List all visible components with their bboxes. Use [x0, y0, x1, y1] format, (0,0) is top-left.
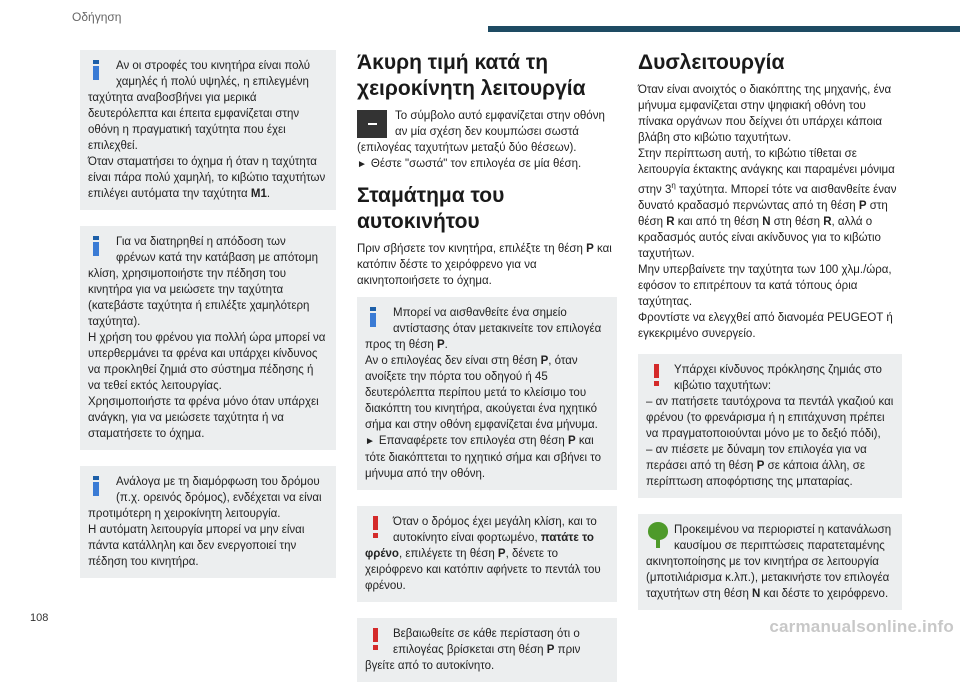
gear-label: P: [540, 355, 549, 367]
text-span: Βεβαιωθείτε σε κάθε περίσταση ότι ο επιλογέας βρίσκεται στη θέση: [393, 628, 580, 656]
info-text: Η αυτόματη λειτουργία μπορεί να μην είναι πάντα κατάλληλη και δεν ενεργοποιεί την πέδηση του κινητήρα.: [88, 524, 305, 568]
text-span: Πριν σβήσετε τον κινητήρα, επιλέξτε τη θέση: [357, 243, 587, 255]
section-heading-invalid-value: Άκυρη τιμή κατά τη χειροκίνητη λειτουργία: [357, 51, 586, 100]
info-text: Για να διατηρηθεί η απόδοση των φρένων κατά την κατάβαση με απότομη κλίση, χρησιμοποιήστε την πέδηση του κινητήρα για να μειώσετε την ταχύτητα (κατεβάστε ταχύτητα ή επιλέξτε χαμηλότερη ταχύτητα).: [88, 236, 318, 328]
section-title: Οδήγηση: [72, 10, 122, 24]
info-icon: [88, 58, 110, 86]
text-span: – αν πιέσετε με δύναμη τον επιλογέα για να περάσει από τη θέση: [646, 443, 867, 472]
info-box-braking: [80, 226, 336, 450]
page-header: [0, 0, 960, 34]
text-span: .: [444, 339, 448, 351]
dash-symbol-icon: [357, 110, 387, 138]
info-text: [365, 305, 609, 353]
step-text: Θέστε "σωστά" τον επιλογέα σε μία θέση.: [370, 158, 582, 170]
text-span: , αλλά ο κραδασμός αυτός είναι ακίνδυνος για το κιβώτιο ταχυτήτων.: [638, 215, 881, 260]
text-span: , δένετε το χειρόφρενο και κατόπιν αφήνετε το πεντάλ του φρένου.: [365, 548, 601, 592]
gear-label: R: [666, 215, 675, 228]
info-text: Ανάλογα με τη διαμόρφωση του δρόμου (π.χ. ορεινός δρόμος), ενδέχεται να είναι προτιμότερη η χειροκίνητη λειτουργία.: [88, 476, 322, 520]
info-text: Όταν σταματήσει το όχημα ή όταν η ταχύτητα είναι πάρα πολύ χαμηλή, το κιβώτιο ταχυτήτων επιλέγει αυτόματα την ταχύτητα: [88, 156, 326, 200]
warning-box-gearbox: [638, 354, 902, 498]
paragraph: Μην υπερβαίνετε την ταχύτητα των 100 χλμ./ώρα, εφόσον το επιτρέπουν τα κατά τόπους όρια ταχύτητας.: [638, 263, 892, 308]
section-heading-stopping: Σταμάτημα του αυτοκινήτου: [357, 184, 505, 233]
warning-box-exit: [357, 618, 617, 682]
info-text: [365, 353, 609, 433]
text-span: , επιλέγετε τη θέση: [398, 548, 498, 560]
text-span: , όταν ανοίξετε την πόρτα του οδηγού ή 45 δευτερόλεπτα περίπου μετά το κλείσιμο του διακόπτη του κινητήρα, ακούγεται ένα ηχητικό σήμα και στην οθόνη εμφανίζεται ένα μήνυμα.: [365, 355, 598, 431]
info-text: Χρησιμοποιήστε τα φρένα μόνο όταν υπάρχει ανάγκη, για να μειώσετε ταχύτητα ή να σταματήσετε το όχημα.: [88, 396, 319, 440]
gear-label: P: [436, 339, 445, 351]
gear-label: R: [823, 215, 832, 228]
arrow-right-icon: ►: [357, 159, 367, 170]
info-text: Η χρήση του φρένου για πολλή ώρα μπορεί να υπερθερμάνει τα φρένα και υπάρχει κίνδυνος να προκληθεί ζημιά στο σύστημα πέδησης ή να τεθεί εκτός λειτουργίας.: [88, 332, 326, 392]
info-icon: [365, 305, 387, 333]
column-left: [80, 50, 336, 594]
text-span: και κατόπιν δέστε το χειρόφρενο για να ακινητοποιήσετε το όχημα.: [357, 243, 612, 287]
header-accent-bar: [488, 26, 960, 32]
punctuation: .: [266, 188, 271, 200]
stopping-intro: [357, 241, 617, 289]
symbol-description: [357, 108, 617, 173]
warning-box-slope: [357, 506, 617, 602]
arrow-right-icon: ►: [365, 436, 375, 447]
info-icon: [88, 234, 110, 262]
text-span: και δέστε το χειρόφρενο.: [760, 587, 889, 600]
warning-text: Υπάρχει κίνδυνος πρόκλησης ζημιάς στο κιβώτιο ταχυτήτων:: [674, 363, 882, 392]
warning-text: – αν πατήσετε ταυτόχρονα τα πεντάλ γκαζιού και φρένου (το φρενάρισμα ή η επιτάχυνση πρέπει να πραγματοποιούνται μόνο με το δεξιό πόδι),: [646, 395, 894, 440]
text-span: και τότε διακόπτεται το ηχητικό σήμα και σβήνει το μήνυμα από την οθόνη.: [365, 435, 602, 480]
section-heading-malfunction: Δυσλειτουργία: [638, 51, 785, 74]
text-span: Αν ο επιλογέας δεν είναι στη θέση: [365, 355, 541, 367]
info-box-manual-mode: [80, 466, 336, 578]
superscript: η: [671, 181, 676, 190]
text-span: Όταν ο δρόμος έχει μεγάλη κλίση, και το αυτοκίνητο είναι φορτωμένο,: [393, 516, 597, 544]
info-text: [365, 433, 609, 482]
symbol-text: Το σύμβολο αυτό εμφανίζεται στην οθόνη αν μία σχέση δεν κουμπώσει σωστά (επιλογέας ταχυτήτων μεταξύ δύο θέσεων).: [357, 110, 605, 154]
gear-label: P: [858, 199, 867, 212]
info-box-park: [357, 297, 617, 490]
text-span: Προκειμένου να περιοριστεί η κατανάλωση καυσίμου σε περιπτώσεις παρατεταμένης ακινητοποίησης με τον κινητήρα σε λειτουργία (μποτιλιάρισμα κ.λπ.), μετακινήστε τον επιλογέα ταχυτήτων στη θέση: [646, 523, 892, 600]
warning-text: [646, 442, 894, 490]
gear-label: P: [497, 548, 506, 560]
eco-text: [646, 522, 894, 602]
gear-label: P: [546, 644, 555, 656]
warning-text: [365, 514, 609, 594]
text-span: ταχύτητα. Μπορεί τότε να αισθανθείτε έναν δυνατό κραδασμό περνώντας από τη θέση: [638, 183, 897, 212]
gear-label: M1: [250, 188, 267, 200]
emphasis: πατάτε το φρένο: [365, 532, 594, 560]
info-text: Αν οι στροφές του κινητήρα είναι πολύ χαμηλές ή πολύ υψηλές, η επιλεγμένη ταχύτητα αναβοσβήνει για μερικά δευτερόλεπτα και έπειτα εμφανίζεται στην οθόνη η πραγματική ταχύτητα που έχει επιλεχθεί.: [88, 60, 311, 152]
eco-tree-icon: [646, 522, 668, 550]
warning-icon: [646, 362, 668, 390]
gear-label: P: [586, 243, 594, 255]
watermark: carmanualsonline.info: [769, 617, 954, 636]
paragraph: Όταν είναι ανοιχτός ο διακόπτης της μηχανής, ένα μήνυμα εμφανίζεται στην ψηφιακή οθόνη του πίνακα οργάνων που δείχνει ότι υπάρχει κάποια βλάβη στο κιβώτιο ταχυτήτων.: [638, 84, 892, 144]
text-span: Μπορεί να αισθανθείτε ένα σημείο αντίστασης όταν μετακινείτε τον επιλογέα προς τη θέση: [365, 307, 602, 351]
gear-label: N: [762, 215, 771, 228]
eco-box: [638, 514, 902, 610]
text-span: Επαναφέρετε τον επιλογέα στη θέση: [378, 435, 568, 447]
malfunction-text: [638, 82, 902, 342]
paragraph: [638, 146, 902, 262]
text-span: Στην περίπτωση αυτή, το κιβώτιο τίθεται σε λειτουργία έκτακτης ανάγκης και παραμένει μόνιμα στην 3: [638, 148, 895, 196]
gear-label: P: [756, 459, 765, 472]
text-span: σε κάποια άλλη, σε περίπτωση αποφόρτισης της μπαταρίας.: [646, 459, 866, 488]
warning-text: [365, 626, 609, 674]
warning-icon: [365, 626, 387, 654]
text-span: στη θέση: [770, 215, 824, 228]
text-span: και από τη θέση: [674, 215, 763, 228]
gear-label: N: [752, 587, 761, 600]
warning-icon: [365, 514, 387, 542]
text-span: στη θέση: [638, 199, 888, 228]
info-icon: [88, 474, 110, 502]
info-box-rpm: [80, 50, 336, 210]
gear-label: P: [567, 435, 576, 447]
column-middle: [357, 50, 617, 698]
page-number: 108: [30, 612, 49, 624]
paragraph: Φροντίστε να ελεγχθεί από διανομέα PEUGEOT ή εγκεκριμένο συνεργείο.: [638, 311, 893, 340]
column-right: [638, 50, 902, 626]
text-span: πριν βγείτε από το αυτοκίνητο.: [365, 644, 581, 672]
